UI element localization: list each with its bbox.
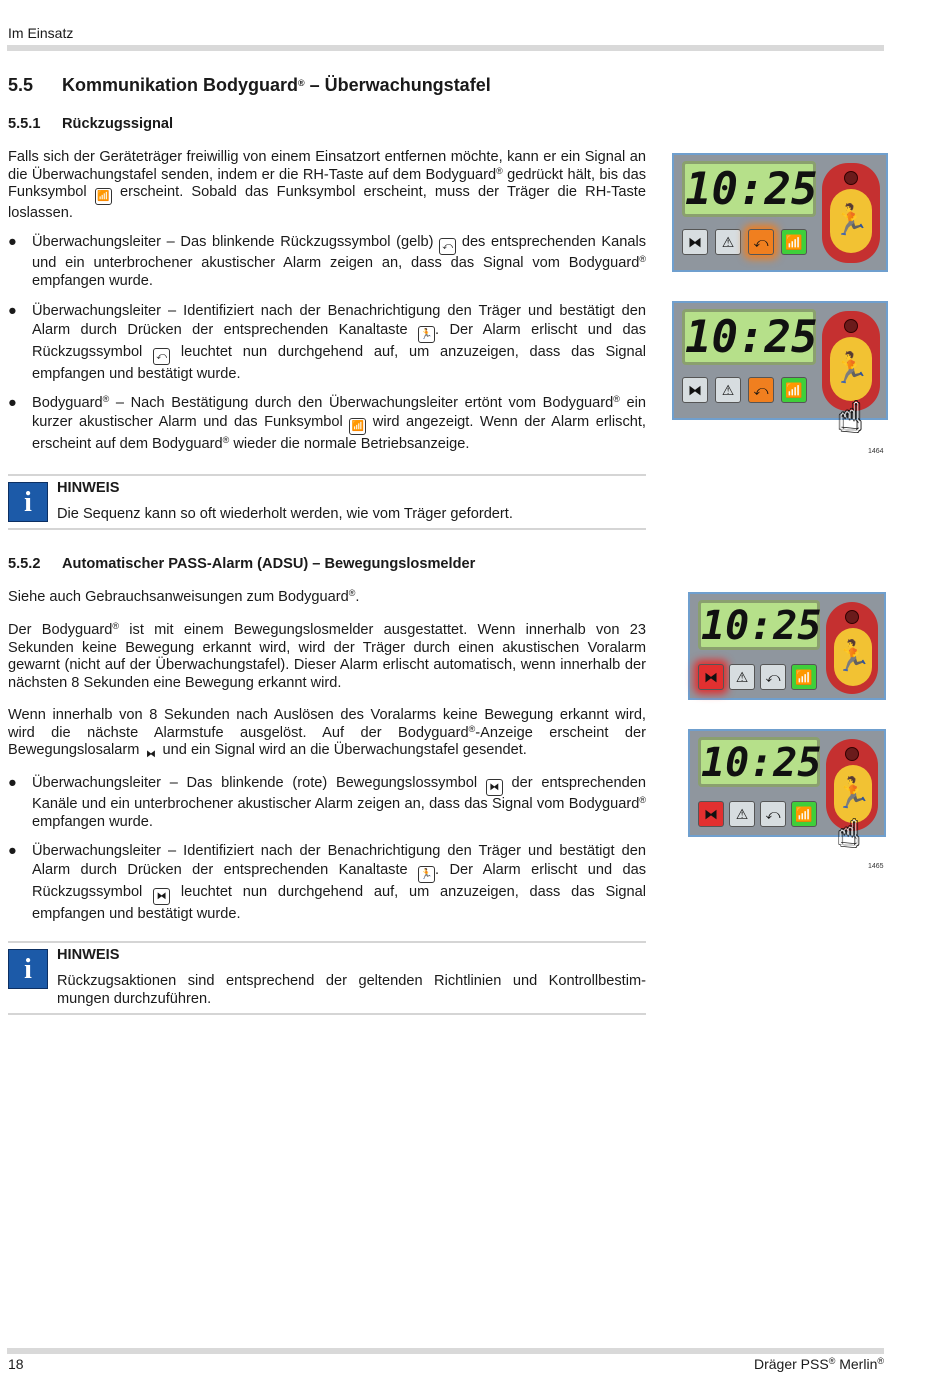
motionless-icon: ⧓ [698, 664, 724, 690]
retreat-icon: ⤺ [760, 664, 786, 690]
rh-button [826, 602, 878, 694]
runner-icon: 🏃 [830, 189, 872, 253]
retreat-icon: ⤺ [760, 801, 786, 827]
rh-button [822, 163, 880, 263]
paragraph: Der Bodyguard® ist mit einem Bewegungslosmelder ausgestattet. Wenn innerhalb von 23 Sekunden keine Bewegung erkannt wird, wird der Träger durch einen akustischen Voralarm gewarnt (nicht auf der Überwachungstafel). Dieser Alarm erlischt automatisch, wenn innerhalb der nächsten 8 Sekunden eine Bewegung erkannt wird. [8, 621, 646, 691]
product-name: Dräger PSS® Merlin® [754, 1356, 884, 1372]
button-led [844, 171, 858, 185]
motionless-icon: ⧓ [682, 377, 708, 403]
lcd-display: 10:25 [682, 309, 816, 365]
retreat-icon: ⤺ [748, 377, 774, 403]
hand-pointer-icon: ☝ [838, 396, 863, 440]
retreat-symbol-icon: ⤺ [153, 348, 170, 365]
motionless-symbol-icon: ⧓ [153, 888, 170, 905]
note-text: Die Sequenz kann so oft wiederholt werden, wie vom Träger gefordert. [57, 506, 513, 522]
runner-icon: 🏃 [834, 765, 872, 823]
note-text: Rückzugsaktionen sind entsprechend der geltenden Richtlinien und Kontrollbestim-mungen durchzuführen. [57, 973, 646, 1007]
bullet-dot: ● [8, 303, 17, 319]
section-heading [8, 77, 491, 95]
radio-icon: 📶 [791, 664, 817, 690]
subsection-number: 5.5.1 [8, 116, 41, 132]
note-rule-bottom [8, 528, 646, 530]
list-item: ● Überwachungsleiter – Identifiziert nach der Benachrichtigung den Träger und bestätigt den Alarm durch Drücken der entsprechenden Kanaltaste 🏃 . Der Alarm erlischt und das Rückzugssymbol ⤺ leuchtet nun durchgehend auf, um anzuzeigen, dass das Signal empfangen und bestätigt wurde. [8, 303, 647, 382]
hand-pointer-icon: ☝ [838, 813, 860, 854]
subsection-title: Rückzugssignal [62, 116, 174, 132]
motionless-icon: ⧓ [682, 229, 708, 255]
bullet-dot: ● [8, 395, 17, 411]
section-number: 5.5 [8, 75, 34, 95]
button-led [845, 747, 859, 761]
lcd-display: 10:25 [682, 161, 816, 217]
channel-key-icon: 🏃 [418, 866, 435, 883]
subsection-heading-2 [8, 556, 475, 574]
paragraph: Wenn innerhalb von 8 Sekunden nach Auslösen des Voralarms keine Bewegung erkannt wird, wird die nächste Alarmstufe ausgelöst. Auf der Bodyguard®-Anzeige erscheint der Bewegungslosalarm ⧓ und ein Signal wird an die Überwachungstafel gesendet. [8, 707, 646, 760]
note-rule-top [8, 474, 646, 476]
warning-icon: ⚠ [715, 377, 741, 403]
warning-icon: ⚠ [729, 664, 755, 690]
warning-icon: ⚠ [715, 229, 741, 255]
button-led [844, 319, 858, 333]
running-header: Im Einsatz [8, 25, 74, 41]
info-icon: i [8, 482, 48, 522]
radio-symbol-icon: 📶 [95, 188, 112, 205]
runner-icon: 🏃 [834, 628, 872, 686]
lcd-display: 10:25 [698, 600, 820, 650]
paragraph: Siehe auch Gebrauchsanweisungen zum Bodyguard®. [8, 588, 360, 605]
warning-icon: ⚠ [729, 801, 755, 827]
panel-figure-retreat-blinking [672, 153, 888, 272]
note-title: HINWEIS [57, 947, 120, 963]
note-rule-bottom [8, 1013, 646, 1015]
motionless-symbol-icon: ⧓ [143, 747, 158, 762]
bullet-dot: ● [8, 234, 17, 250]
section-title-rest: – Überwachungstafel [304, 75, 491, 95]
info-icon: i [8, 949, 48, 989]
radio-icon: 📶 [791, 801, 817, 827]
channel-key-icon: 🏃 [418, 326, 435, 343]
retreat-icon: ⤺ [748, 229, 774, 255]
motionless-icon: ⧓ [698, 801, 724, 827]
subsection-title: Automatischer PASS-Alarm (ADSU) – Bewegungslosmelder [62, 556, 476, 572]
runner-icon: 🏃 [830, 337, 872, 401]
note-title: HINWEIS [57, 480, 120, 496]
header-rule [7, 45, 884, 51]
lcd-display: 10:25 [698, 737, 820, 787]
subsection-number: 5.5.2 [8, 556, 41, 572]
button-led [845, 610, 859, 624]
radio-icon: 📶 [781, 229, 807, 255]
radio-symbol-icon: 📶 [349, 418, 366, 435]
panel-figure-motionless-blinking [688, 592, 886, 700]
section-title: Kommunikation Bodyguard [62, 75, 299, 95]
list-item: ● Überwachungsleiter – Das blinkende (rote) Bewegungslossymbol ⧓ der entsprechenden Kanäle und ein unterbrochener akustischer Alarm zeigen an, dass das Signal vom Bodyguard® empfangen wurde. [8, 775, 646, 830]
note-rule-top [8, 941, 646, 943]
retreat-symbol-icon: ⤺ [439, 238, 456, 255]
reg-mark: ® [298, 78, 305, 88]
intro-paragraph: Falls sich der Geräteträger freiwillig von einem Einsatzort entfernen möchte, kann er ein Signal an die Überwachungstafel senden, indem er die RH-Taste auf dem Bodyguard® gedrückt hält, bis das Funksymbol 📶 erscheint. Sobald das Funksymbol erscheint, muss der Träger die RH-Taste loslassen. [8, 149, 646, 221]
motionless-symbol-icon: ⧓ [486, 779, 503, 796]
footer-rule [7, 1348, 884, 1354]
page-number: 18 [8, 1356, 24, 1372]
subsection-heading-1 [8, 116, 173, 134]
list-item: ● Überwachungsleiter – Identifiziert nach der Benachrichtigung den Träger und bestätigt den Alarm durch Drücken der entsprechenden Kanaltaste 🏃 . Der Alarm erlischt und das Rückzugssymbol ⧓ leuchtet nun durchgehend auf, um anzuzeigen, dass das Signal empfangen und bestätigt wurde. [8, 843, 647, 922]
list-item: ● Überwachungsleiter – Das blinkende Rückzugssymbol (gelb) ⤺ des entsprechenden Kanals und ein unterbrochener akustischer Alarm zeigen an, dass das Signal vom Bodyguard® empfangen wurde. [8, 234, 646, 289]
bullet-dot: ● [8, 843, 17, 859]
radio-icon: 📶 [781, 377, 807, 403]
list-item: ● Bodyguard® – Nach Bestätigung durch den Überwachungsleiter ertönt vom Bodyguard® ein kurzer akustischer Alarm und das Funksymbol 📶 wird angezeigt. Wenn der Alarm erlischt, erscheint auf dem Bodyguard® wieder die normale Betriebsanzeige. [8, 394, 646, 452]
bullet-dot: ● [8, 775, 17, 791]
figure-id: 1465 [868, 863, 884, 870]
figure-id: 1464 [868, 448, 884, 455]
